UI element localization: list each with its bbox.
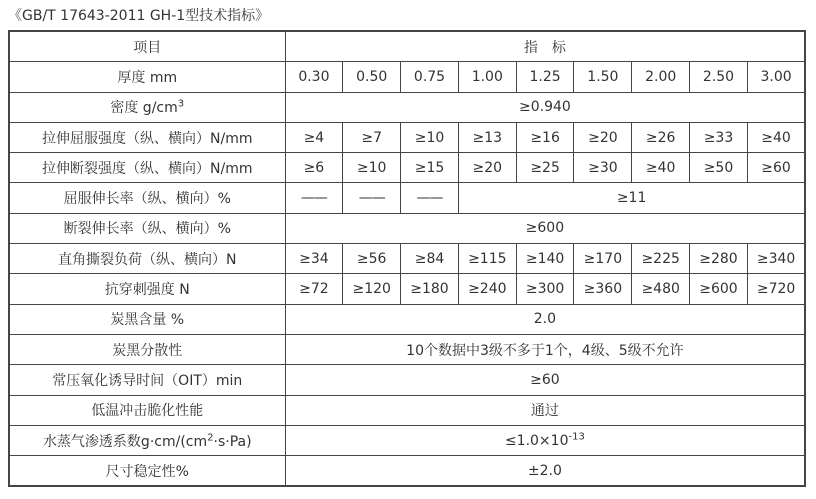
value-cell: ≥40 [747, 122, 805, 152]
value-cell: ≥7 [343, 122, 401, 152]
merged-value-cell: $\le 1.0\times 10^{-13}$ [285, 425, 805, 455]
value-cell: ≥225 [632, 244, 690, 274]
value-cell: ≥25 [516, 153, 574, 183]
value-cell: ≥33 [690, 122, 748, 152]
value-cell: ≥720 [747, 274, 805, 304]
row-label: 密度 $g/cm^3$ [9, 92, 285, 122]
value-cell: ≥84 [401, 244, 459, 274]
page-title: 《GB/T 17643-2011 GH-1型技术指标》 [8, 8, 270, 24]
value-cell: ≥180 [401, 274, 459, 304]
value-cell: 2.50 [690, 62, 748, 92]
merged-value-cell: ±2.0 [285, 456, 805, 487]
table-row [9, 183, 805, 213]
table-row [9, 122, 805, 152]
value-cell: 2.00 [632, 62, 690, 92]
page [8, 8, 808, 487]
value-cell: ≥240 [458, 274, 516, 304]
value-cell: —— [401, 183, 459, 213]
value-cell: ≥72 [285, 274, 343, 304]
value-cell: ≥15 [401, 153, 459, 183]
row-label: 断裂伸长率（纵、横向）% [9, 213, 285, 243]
table-row [9, 334, 805, 364]
row-label: 低温冲击脆化性能 [9, 395, 285, 425]
header-row [9, 31, 805, 62]
row-label: 水蒸气渗透系数$g\cdot cm/(cm^2\cdot s\cdot Pa)$ [9, 425, 285, 455]
row-label: 炭黑含量 % [9, 304, 285, 334]
table-row [9, 425, 805, 455]
value-cell: 1.50 [574, 62, 632, 92]
merged-value-cell: 10个数据中3级不多于1个，4级、5级不允许 [285, 334, 805, 364]
merged-value-cell: 通过 [285, 395, 805, 425]
merged-value-cell: ≥60 [285, 365, 805, 395]
value-cell: ≥280 [690, 244, 748, 274]
table-row [9, 92, 805, 122]
value-cell: ≥34 [285, 244, 343, 274]
row-label: 抗穿刺强度 N [9, 274, 285, 304]
value-cell: ≥16 [516, 122, 574, 152]
value-cell: ≥300 [516, 274, 574, 304]
value-cell: ≥10 [401, 122, 459, 152]
value-cell: ≥170 [574, 244, 632, 274]
spec-table [8, 30, 806, 487]
table-row [9, 365, 805, 395]
row-label: 厚度 mm [9, 62, 285, 92]
row-label: 炭黑分散性 [9, 334, 285, 364]
value-cell: ≥480 [632, 274, 690, 304]
merged-value-cell: 2.0 [285, 304, 805, 334]
row-label: 直角撕裂负荷（纵、横向）N [9, 244, 285, 274]
value-cell: ≥115 [458, 244, 516, 274]
value-cell: 0.50 [343, 62, 401, 92]
value-cell: ≥10 [343, 153, 401, 183]
table-row [9, 213, 805, 243]
value-cell: ≥26 [632, 122, 690, 152]
value-cell: ≥600 [690, 274, 748, 304]
row-label: 尺寸稳定性% [9, 456, 285, 487]
table-row [9, 274, 805, 304]
row-label: 屈服伸长率（纵、横向）% [9, 183, 285, 213]
table-row [9, 244, 805, 274]
value-cell: ≥20 [574, 122, 632, 152]
header-indicator-label: 指 标 [285, 31, 805, 62]
table-row [9, 62, 805, 92]
merged-value-cell: ≥11 [458, 183, 805, 213]
value-cell: ≥30 [574, 153, 632, 183]
value-cell: ≥6 [285, 153, 343, 183]
value-cell: ≥60 [747, 153, 805, 183]
value-cell: ≥50 [690, 153, 748, 183]
table-row [9, 395, 805, 425]
row-label: 拉伸断裂强度（纵、横向）N/mm [9, 153, 285, 183]
value-cell: ≥13 [458, 122, 516, 152]
table-row [9, 456, 805, 487]
value-cell: ≥56 [343, 244, 401, 274]
table-row [9, 153, 805, 183]
value-cell: 0.30 [285, 62, 343, 92]
value-cell: ≥360 [574, 274, 632, 304]
value-cell: ≥120 [343, 274, 401, 304]
row-label: 常压氧化诱导时间（OIT）min [9, 365, 285, 395]
value-cell: 3.00 [747, 62, 805, 92]
merged-value-cell: ≥0.940 [285, 92, 805, 122]
value-cell: —— [285, 183, 343, 213]
value-cell: —— [343, 183, 401, 213]
value-cell: ≥140 [516, 244, 574, 274]
value-cell: ≥340 [747, 244, 805, 274]
row-label: 拉伸屈服强度（纵、横向）N/mm [9, 122, 285, 152]
merged-value-cell: ≥600 [285, 213, 805, 243]
value-cell: ≥40 [632, 153, 690, 183]
header-item-label: 项目 [9, 31, 285, 62]
value-cell: 0.75 [401, 62, 459, 92]
value-cell: ≥4 [285, 122, 343, 152]
value-cell: ≥20 [458, 153, 516, 183]
value-cell: 1.25 [516, 62, 574, 92]
table-row [9, 304, 805, 334]
value-cell: 1.00 [458, 62, 516, 92]
